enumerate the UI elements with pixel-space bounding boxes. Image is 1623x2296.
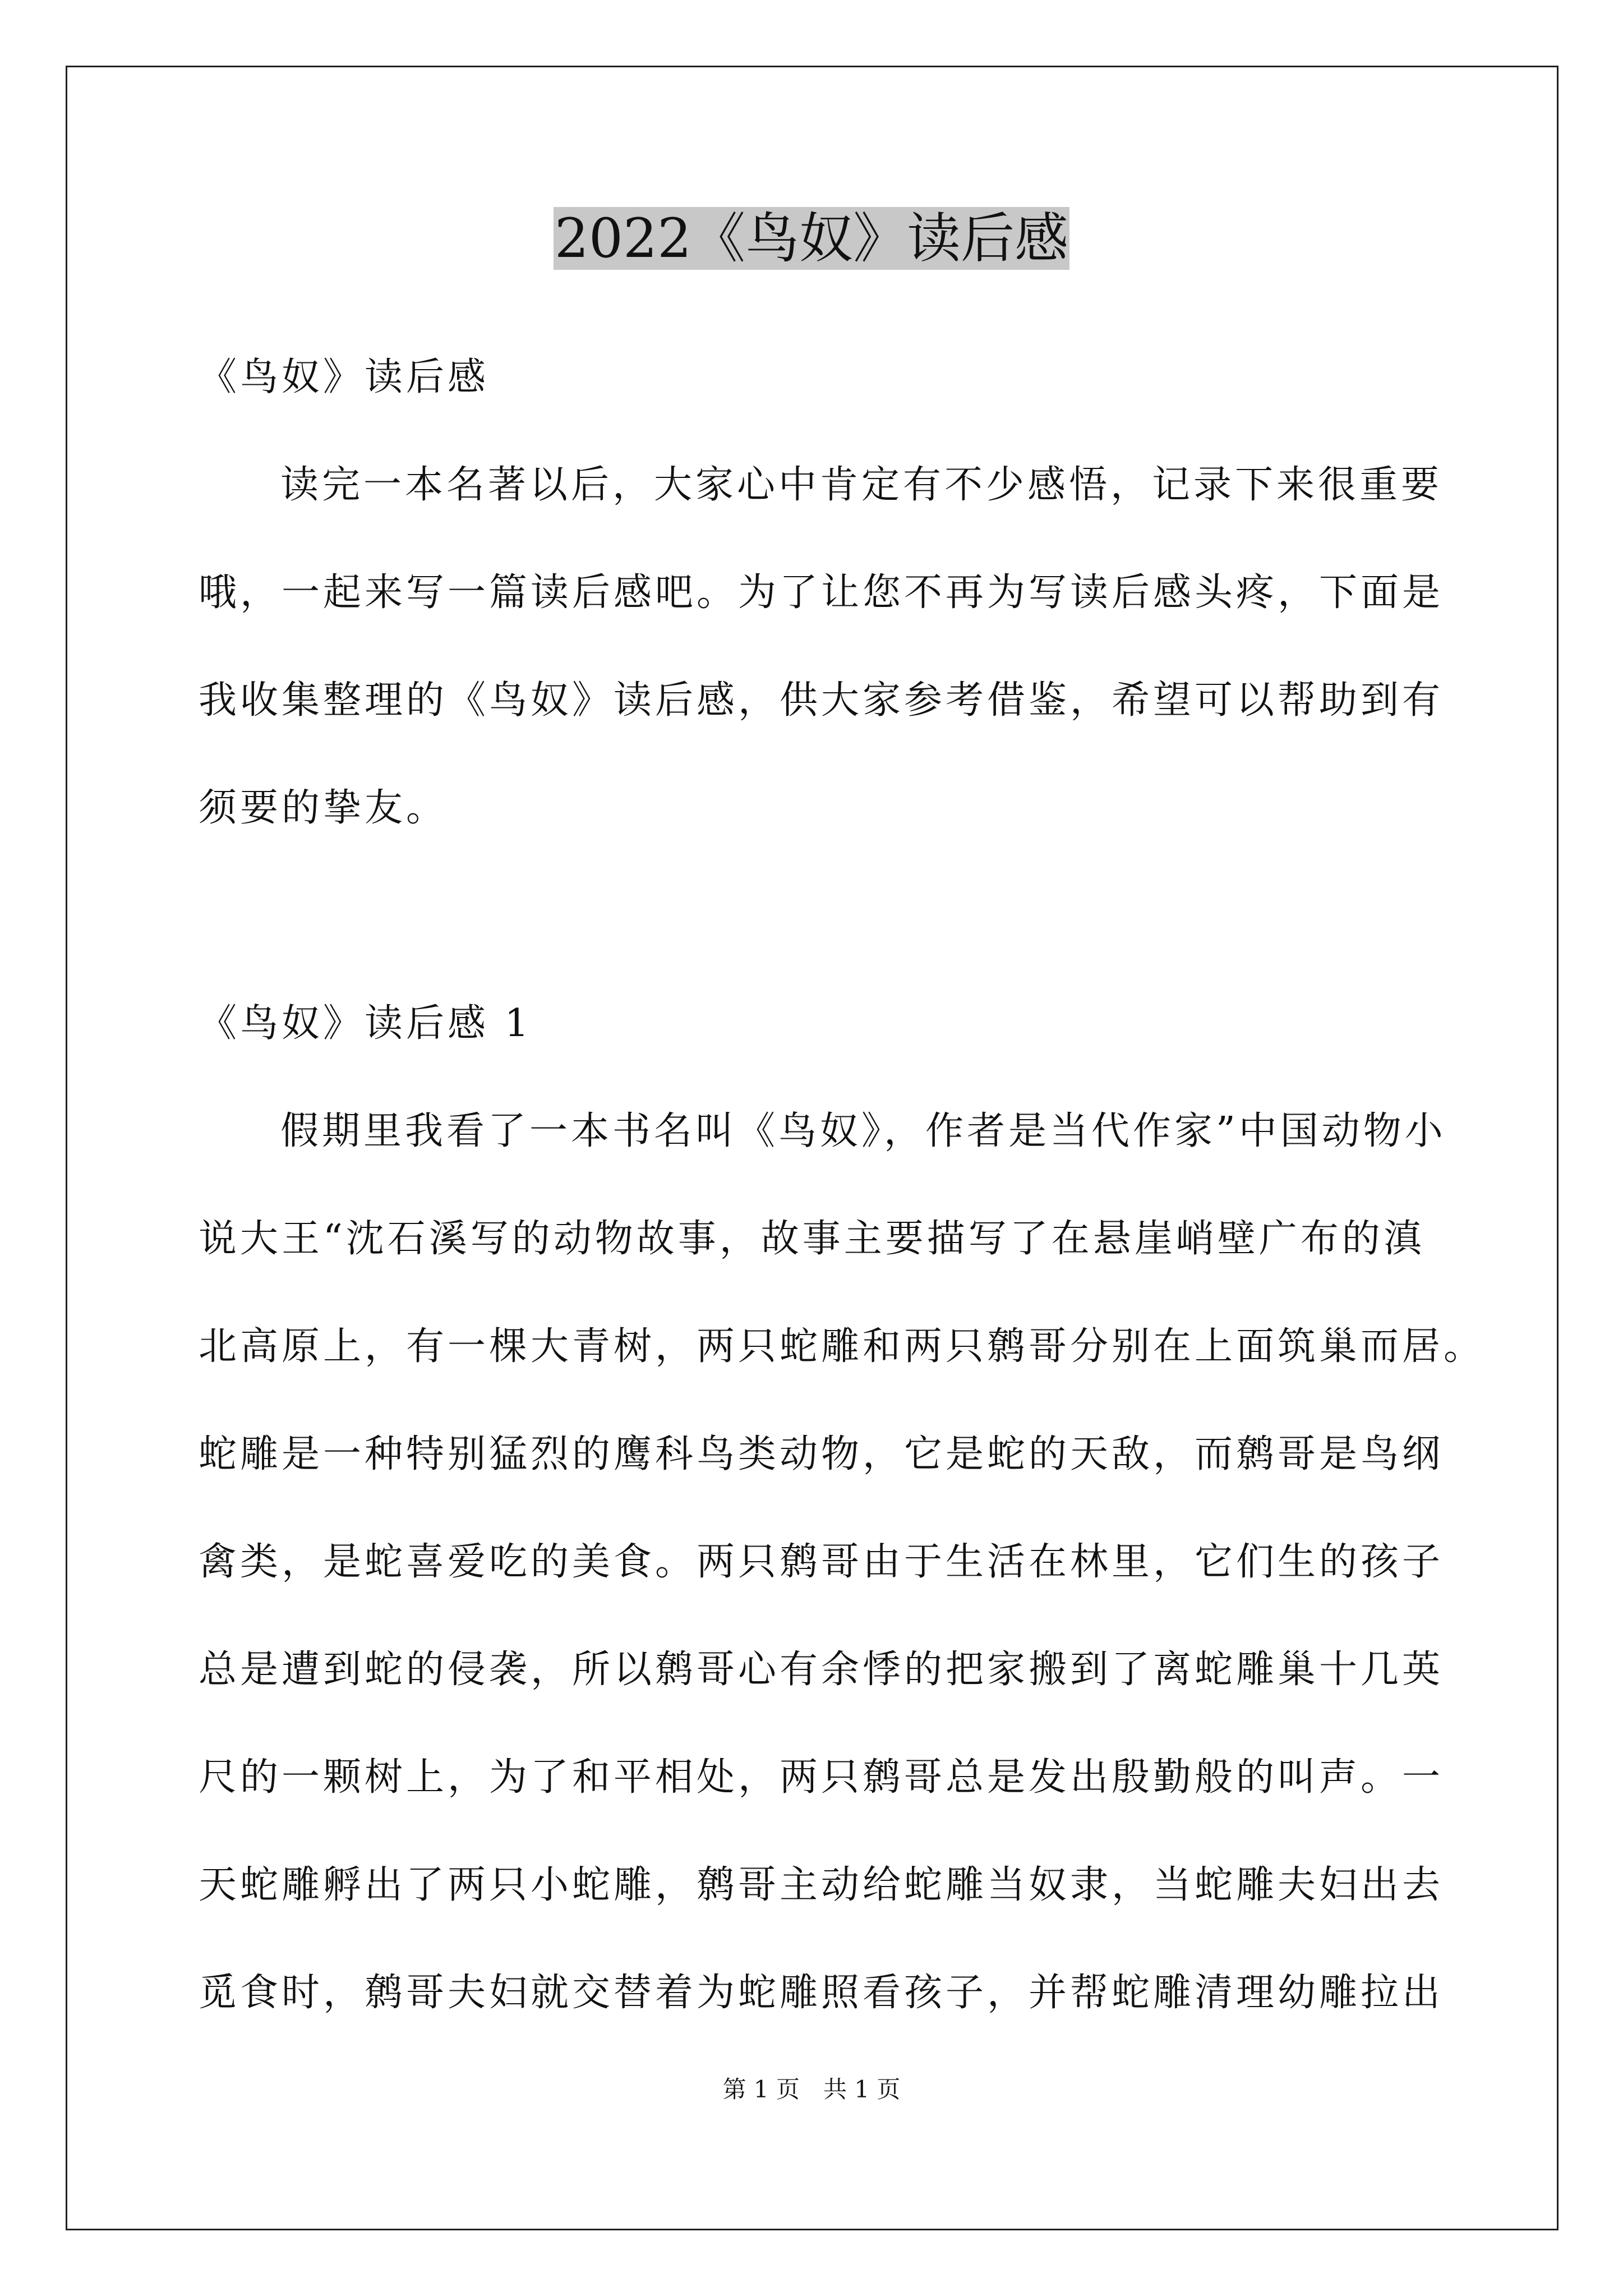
body-line-2: 说大王“沈石溪写的动物故事，故事主要描写了在悬崖峭壁广布的滇: [199, 1217, 1425, 1261]
body-line-1: 假期里我看了一本书名叫《鸟奴》，作者是当代作家”中国动物小: [280, 1109, 1446, 1153]
intro-line-3: 我收集整理的《鸟奴》读后感，供大家参考借鉴，希望可以帮助到有: [199, 678, 1444, 723]
document-subtitle: 《鸟奴》读后感: [199, 355, 490, 399]
document-title-text: 2022《鸟奴》读后感: [554, 207, 1069, 270]
document-title: [0, 199, 1623, 278]
body-line-7: 尺的一颗树上，为了和平相处，两只鹩哥总是发出殷勤般的叫声。一: [199, 1755, 1444, 1800]
intro-line-2: 哦，一起来写一篇读后感吧。为了让您不再为写读后感头疼，下面是: [199, 570, 1444, 615]
body-line-9: 觅食时，鹩哥夫妇就交替着为蛇雕照看孩子，并帮蛇雕清理幼雕拉出: [199, 1971, 1444, 2015]
body-line-8: 天蛇雕孵出了两只小蛇雕，鹩哥主动给蛇雕当奴隶，当蛇雕夫妇出去: [199, 1863, 1444, 1907]
intro-line-4: 须要的挚友。: [199, 786, 448, 830]
page-footer: 第 1 页 共 1 页: [722, 2076, 901, 2103]
body-line-3: 北高原上，有一棵大青树，两只蛇雕和两只鹩哥分别在上面筑巢而居。: [199, 1324, 1486, 1369]
intro-line-1: 读完一本名著以后，大家心中肯定有不少感悟，记录下来很重要: [280, 463, 1443, 507]
section-heading: 《鸟奴》读后感 1: [199, 1001, 532, 1046]
body-line-5: 禽类，是蛇喜爱吃的美食。两只鹩哥由于生活在林里，它们生的孩子: [199, 1540, 1444, 1584]
body-line-4: 蛇雕是一种特别猛烈的鹰科鸟类动物，它是蛇的天敌，而鹩哥是鸟纲: [199, 1432, 1444, 1476]
body-line-6: 总是遭到蛇的侵袭，所以鹩哥心有余悸的把家搬到了离蛇雕巢十几英: [199, 1648, 1444, 1692]
